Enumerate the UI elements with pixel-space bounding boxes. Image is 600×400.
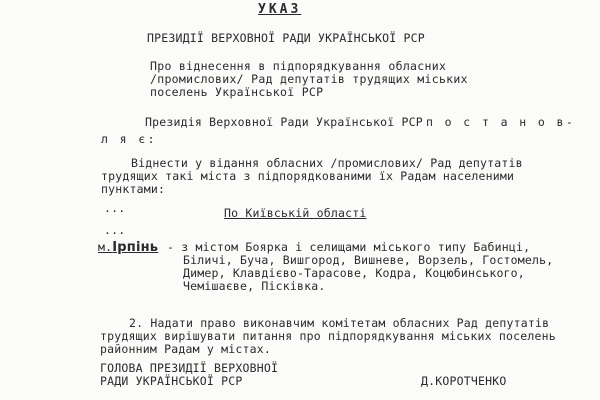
item-1-line: Віднести у відання обласних /промислових/ Рад депутатів xyxy=(131,156,523,170)
subject-line: поселень Української РСР xyxy=(150,85,324,99)
region-heading: По Київській області xyxy=(224,206,367,220)
document-issuer: ПРЕЗИДІЇ ВЕРХОВНОЇ РАДИ УКРАЇНСЬКОЇ РСР xyxy=(147,31,425,45)
item-2-line: трудящих вирішувати питання про підпорядкування міських поселень xyxy=(100,329,556,343)
subject-line: Про віднесення в підпорядкування обласних xyxy=(150,59,447,73)
item-1-line: трудящих такі міста з підпорядкованими їх Радам населеними xyxy=(101,169,515,183)
city-line: Біличі, Буча, Вишгород, Вишневе, Ворзель, Гостомель, xyxy=(183,253,554,267)
preamble-decree-word-end: л я є: xyxy=(101,132,157,146)
city-prefix: м. xyxy=(98,240,113,254)
subject-line: /промислових/ Рад депутатів трудящих міських xyxy=(150,72,468,86)
preamble-decree-word: п о с т а н о в- xyxy=(426,115,576,129)
city-line: Чемішаєве, Пісківка. xyxy=(183,279,326,293)
city-line: - з містом Боярка і селищами міського типу Бабинці, xyxy=(167,240,531,254)
ellipsis: ... xyxy=(104,223,126,237)
item-2-line: районним Радам у містах. xyxy=(100,342,271,356)
item-2-line: 2. Надати право виконавчим комітетам обласних Рад депутатів xyxy=(129,316,550,330)
city-label xyxy=(98,241,158,254)
preamble-text: Президія Верховної Ради Української РСР xyxy=(145,115,423,129)
item-1-line: пунктами: xyxy=(101,182,166,196)
signature-title-line: РАДИ УКРАЇНСЬКОЇ РСР xyxy=(100,374,243,388)
ellipsis: ... xyxy=(104,201,126,215)
document-title: УКАЗ xyxy=(258,2,302,17)
signature-title-line: ГОЛОВА ПРЕЗИДІЇ ВЕРХОВНОЇ xyxy=(100,361,279,375)
signatory-name: Д.КОРОТЧЕНКО xyxy=(421,374,507,388)
city-line: Димер, Клавдієво-Тарасове, Кодра, Коцюбинського, xyxy=(183,266,525,280)
city-name: Ірпінь xyxy=(112,240,159,255)
